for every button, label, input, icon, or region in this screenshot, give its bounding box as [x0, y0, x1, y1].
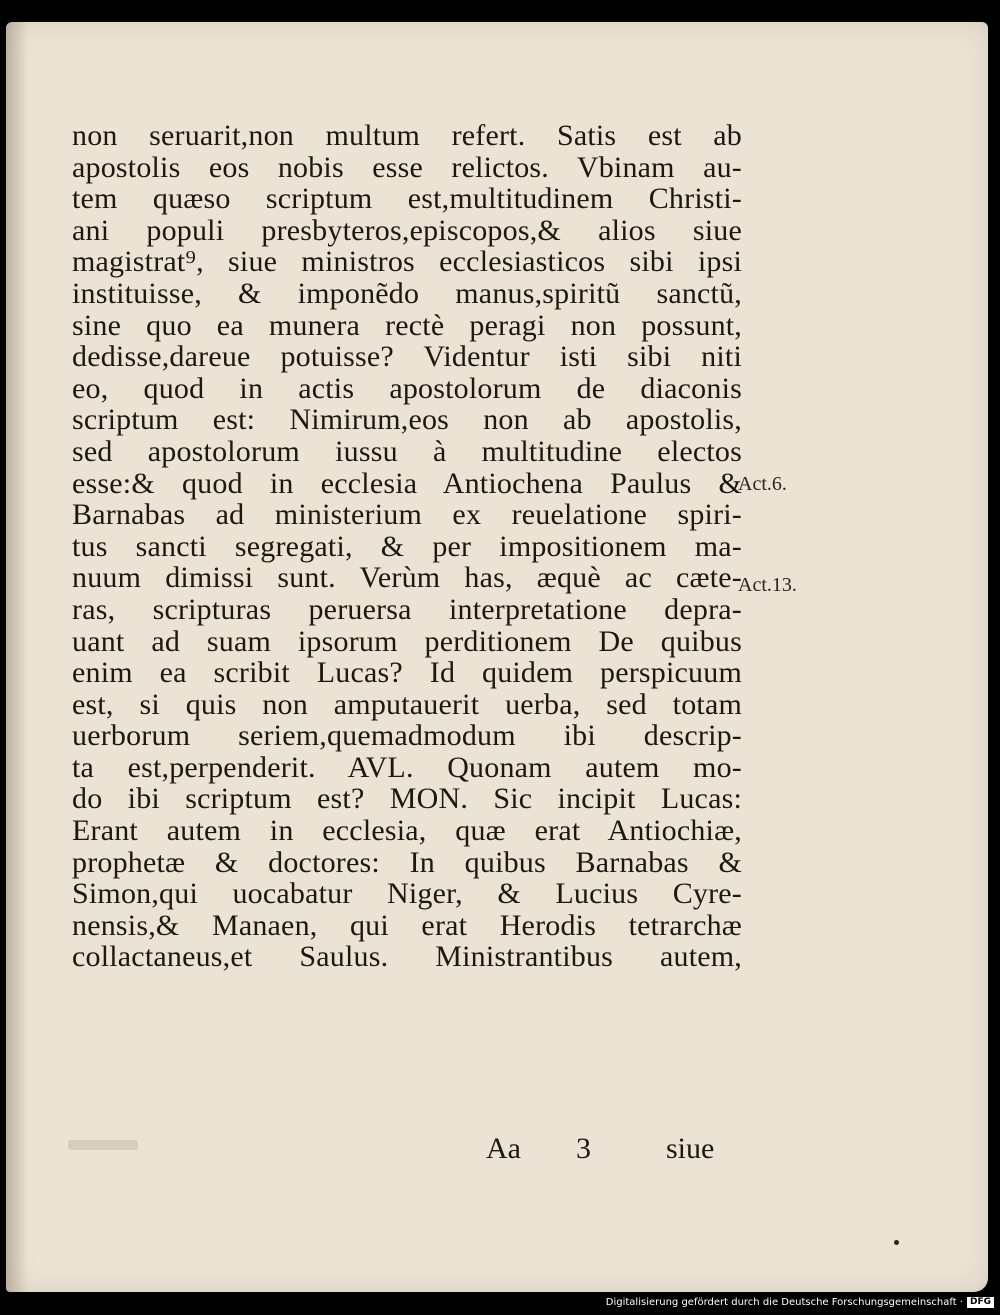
text-line: nuum dimissi sunt. Verùm has, æquè ac cæte- — [72, 561, 742, 595]
text-line: Simon,qui uocabatur Niger, & Lucius Cyre- — [72, 877, 742, 911]
text-line: tus sancti segregati, & per impositionem ma- — [72, 529, 742, 563]
body-text — [72, 120, 742, 973]
text-line: collactaneus,et Saulus. Ministrantibus autem, — [72, 940, 742, 974]
text-line: enim ea scribit Lucas? Id quidem perspicuum — [72, 656, 742, 690]
marginal-note-acts-13: Act.13. — [738, 574, 797, 596]
page-number: 3 — [576, 1132, 591, 1165]
text-line: sed apostolorum iussu à multitudine electos — [72, 434, 742, 468]
text-line: sine quo ea munera rectè peragi non possunt, — [72, 308, 742, 342]
text-line: esse:& quod in ecclesia Antiochena Paulus & — [72, 466, 742, 500]
text-line: magistrat⁹, siue ministros ecclesiasticos sibi ipsi — [72, 245, 742, 279]
text-line: tem quæso scriptum est,multitudinem Christi- — [72, 182, 742, 216]
text-line: Barnabas ad ministerium ex reuelatione spiri- — [72, 498, 742, 532]
text-line: nensis,& Manaen, qui erat Herodis tetrarchæ — [72, 908, 742, 942]
text-line: eo, quod in actis apostolorum de diaconis — [72, 371, 742, 405]
text-line: ta est,perpenderit. AVL. Quonam autem mo- — [72, 750, 742, 784]
dfg-logo: DFG — [967, 1297, 994, 1308]
text-line: do ibi scriptum est? MON. Sic incipit Lucas: — [72, 782, 742, 816]
text-line: ani populi presbyteros,episcopos,& alios siue — [72, 213, 742, 247]
text-line: uerborum seriem,quemadmodum ibi descrip- — [72, 719, 742, 753]
credit-text: Digitalisierung gefördert durch die Deutsche Forschungsgemeinschaft · — [605, 1296, 963, 1308]
signature-mark: Aa — [486, 1132, 521, 1165]
text-line: scriptum est: Nimirum,eos non ab apostolis, — [72, 403, 742, 437]
text-line: uant ad suam ipsorum perditionem De quibus — [72, 624, 742, 658]
text-line: Erant autem in ecclesia, quæ erat Antiochiæ, — [72, 814, 742, 848]
text-line: est, si quis non amputauerit uerba, sed totam — [72, 687, 742, 721]
text-line: instituisse, & imponẽdo manus,spiritũ sanctũ, — [72, 276, 742, 310]
text-line: non seruarit,non multum refert. Satis est ab — [72, 119, 742, 152]
digitization-credit — [606, 1295, 994, 1309]
catchword: siue — [666, 1132, 715, 1165]
text-line: prophetæ & doctores: In quibus Barnabas & — [72, 845, 742, 879]
text-line: apostolis eos nobis esse relictos. Vbinam au- — [72, 150, 742, 184]
book-page — [6, 22, 988, 1292]
marginal-note-acts-6: Act.6. — [738, 473, 787, 495]
ink-dot — [894, 1240, 899, 1245]
text-line: ras, scripturas peruersa interpretatione depra- — [72, 592, 742, 626]
text-line: dedisse,dareue potuisse? Videntur isti sibi niti — [72, 340, 742, 374]
show-through-mark — [68, 1140, 138, 1150]
